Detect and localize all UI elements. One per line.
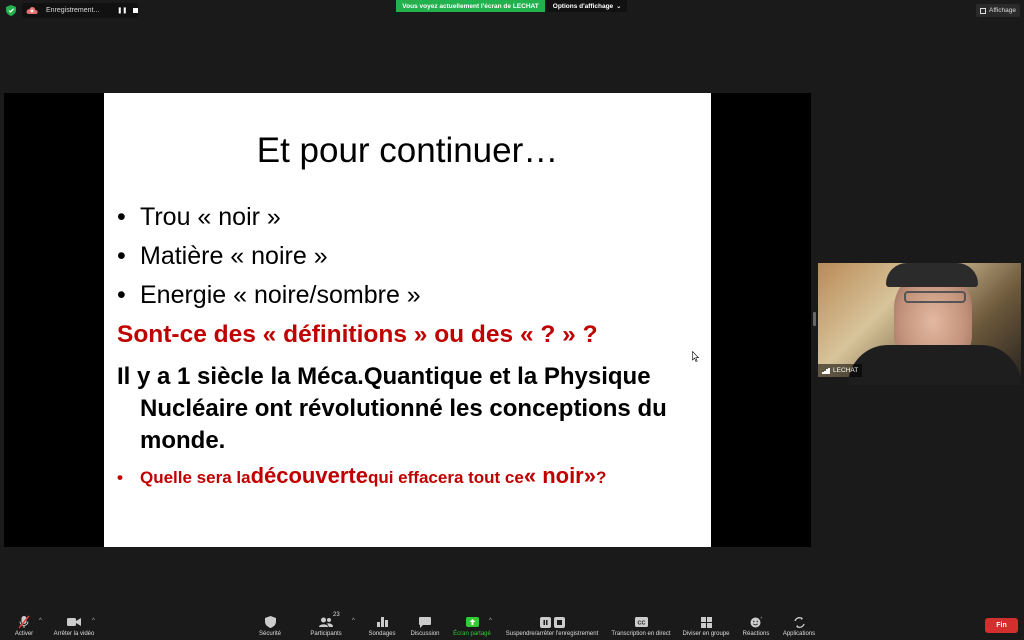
question-part: Quelle sera la [140,468,251,487]
bullet-text: Matière « noire » [140,242,328,270]
microphone-muted-icon [18,615,30,629]
security-shield-icon[interactable] [6,5,16,16]
apps-label: Applications [782,631,816,637]
unmute-label: Activer [14,631,34,637]
meeting-toolbar [0,608,1024,640]
chevron-down-icon: ⌄ [616,3,622,10]
stop-video-label: Arrêter la vidéo [53,631,95,637]
video-options-caret-icon[interactable]: ^ [92,618,95,624]
svg-text:CC: CC [637,620,645,627]
share-screen-button[interactable] [451,608,493,640]
chat-button[interactable] [407,608,443,640]
bullet-text: Trou « noir » [140,203,281,231]
recording-label: Enregistrement... [46,7,100,14]
polls-button[interactable] [366,608,398,640]
breakout-rooms-button[interactable] [681,608,731,640]
security-button[interactable] [256,608,284,640]
pause-recording-icon[interactable]: ❚❚ [117,8,128,14]
apps-icon [794,615,805,629]
slide-bullet: • Trou « noir » [117,203,281,231]
security-label: Sécurité [258,631,281,637]
question-part: ? [595,468,607,487]
view-options-label: Options d'affichage [552,2,614,10]
participants-icon [319,612,340,629]
share-options-caret-icon[interactable]: ^ [489,618,492,624]
share-screen-label: Écran partagé [453,631,491,637]
participant-name-tag [818,364,862,377]
slide-bullet: • Energie « noire/sombre » [117,281,421,309]
live-transcript-button[interactable] [609,608,673,640]
stop-video-button[interactable] [52,608,96,640]
participant-glasses [904,291,966,303]
question-part: qui effacera tout ce [367,468,524,487]
cloud-recording-icon [26,6,38,15]
question-emphasis: découverte [250,463,368,488]
slide-title: Et pour continuer… [256,131,559,170]
audio-options-caret-icon[interactable]: ^ [39,618,42,624]
mouse-cursor-icon [692,351,699,362]
participants-options-caret-icon[interactable]: ^ [352,618,355,624]
recording-controls-label: Suspendre/arrêter l'enregistrement [505,631,599,637]
reactions-button[interactable] [741,608,771,640]
breakout-rooms-label: Diviser en groupe [682,631,730,637]
svg-text:+: + [760,615,763,620]
unmute-button[interactable] [10,608,38,640]
signal-strength-icon [822,368,830,374]
participant-shoulders [848,345,1021,385]
chat-label: Discussion [410,631,440,637]
video-camera-icon [67,615,81,629]
slide-bullet: • Matière « noire » [117,242,328,270]
shared-screen [4,93,811,547]
chat-bubble-icon [419,615,431,629]
breakout-rooms-icon [701,615,712,629]
recording-controls-icon [540,615,565,629]
end-meeting-button[interactable]: Fin [985,618,1018,633]
participants-label: Participants [310,631,342,637]
slide-question: Sont-ce des « définitions » ou des « ? » ? [117,321,598,348]
view-button-label: Affichage [989,7,1016,14]
polls-icon [377,615,388,629]
share-screen-icon [466,615,479,629]
screen-share-banner: Vous voyez actuellement l'écran de LECHAT [396,0,545,12]
closed-caption-icon [635,615,648,629]
question-emphasis: « noir» [523,463,596,488]
participants-button[interactable] [308,608,344,640]
participant-name: LECHAT [833,367,859,374]
view-button[interactable] [976,4,1020,17]
apps-button[interactable] [781,608,817,640]
stop-recording-icon[interactable] [133,8,138,13]
grid-icon [980,8,986,14]
security-shield-icon [265,615,276,629]
participant-cap [886,263,978,287]
live-transcript-label: Transcription en direct [611,631,671,637]
slide-paragraph: Il y a 1 siècle la Méca.Quantique et la Physique Nucléaire ont révolutionné les conceptions du monde. [117,363,667,454]
participants-count: 23 [333,612,340,618]
smiley-reaction-icon [750,615,762,629]
participant-video[interactable] [818,263,1021,377]
reactions-label: Réactions [742,631,770,637]
slide-final-question: • Quelle sera la découverte qui effacera tout ce « noir» ? [117,463,607,488]
panel-resize-handle[interactable] [813,312,816,326]
view-options-button[interactable] [547,0,627,12]
recording-indicator[interactable] [22,3,138,18]
presentation-slide [104,93,711,547]
polls-label: Sondages [368,631,396,637]
pause-stop-recording-button[interactable] [502,608,602,640]
bullet-text: Energie « noire/sombre » [140,281,421,309]
